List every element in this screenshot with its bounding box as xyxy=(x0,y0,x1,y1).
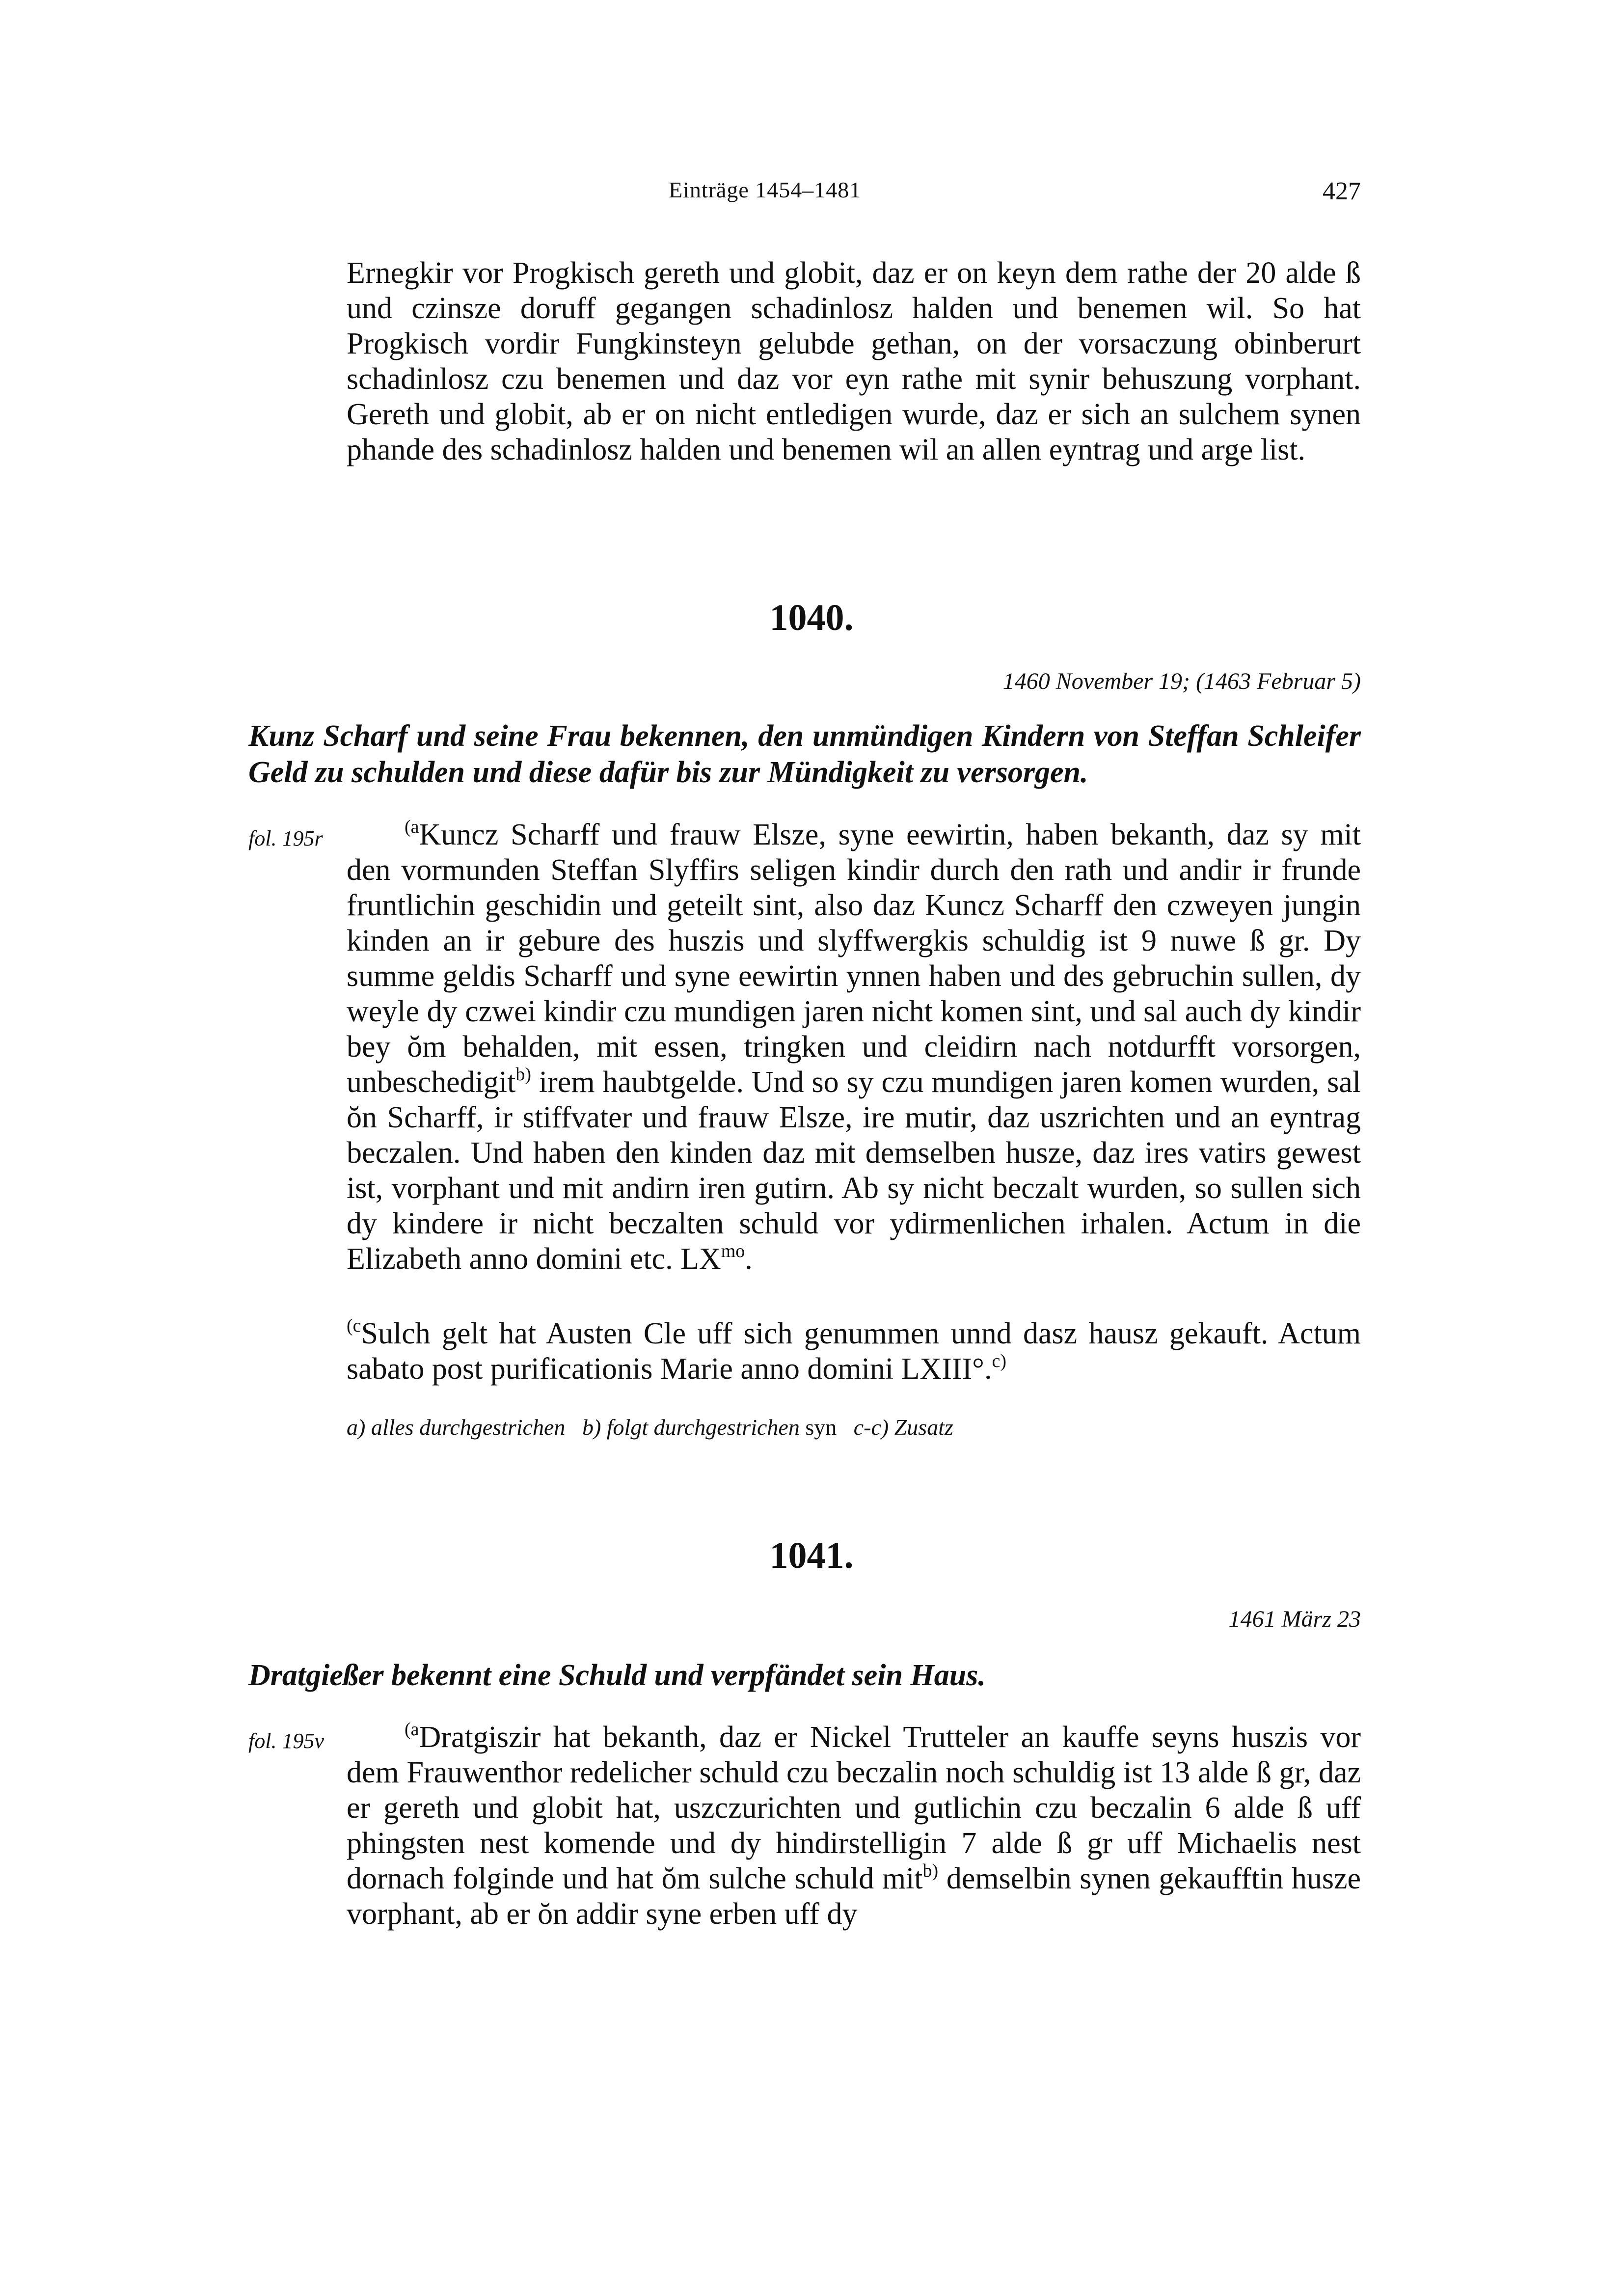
footnote-b-label: b) folgt durchgestrichen xyxy=(582,1415,800,1440)
footnote-marker: mo xyxy=(721,1241,745,1261)
folio-reference: fol. 195v xyxy=(248,1729,324,1753)
running-head: Einträge 1454–1481 xyxy=(669,177,862,202)
entry-summary: Kunz Scharf und seine Frau bekennen, den unmündigen Kindern von Steffan Schleifer Geld zu schulden und diese dafür bis zur Mündigkeit zu versorgen. xyxy=(248,719,1361,789)
folio-reference: fol. 195r xyxy=(248,826,323,850)
footnote-marker: (a xyxy=(405,817,419,837)
footnote-a: a) alles durchgestrichen xyxy=(347,1415,566,1440)
footnote-marker: (c xyxy=(347,1315,361,1336)
page-header xyxy=(0,177,1623,211)
footnote-marker: b) xyxy=(922,1860,939,1881)
entry-text-part: Dratgiszir hat bekanth, daz er Nickel Trutteler an kauffe seyns huszis vor dem Frauwenthor redelicher schuld czu beczalin noch schuldig ist 13 alde ß gr, daz er gereth und globit hat, uszczurichten und gutlichin czu beczalin 6 alde ß uff phingsten nest komende und dy hindirstelligin 7 alde ß gr uff Michaelis nest dornach folginde und hat ŏm sulche schuld mit xyxy=(347,1721,1361,1895)
addition-text: Sulch gelt hat Austen Cle uff sich genummen unnd dasz hausz gekauft. Actum sabato post purificationis Marie anno domini LXIII°. xyxy=(347,1317,1361,1386)
entry-number: 1041. xyxy=(769,1535,854,1576)
page-number: 427 xyxy=(1323,177,1361,205)
entry-text xyxy=(347,1720,1361,1932)
entry-summary: Dratgießer bekennt eine Schuld und verpfändet sein Haus. xyxy=(248,1659,986,1692)
entry-text-part: irem haubtgelde. Und so sy czu mundigen jaren komen wurden, sal ŏn Scharff, ir stiffvater und frauw Elsze, ire mutir, daz uszrichten und an eyntrag beczalen. Und haben den kinden daz mit demselben husze, daz ires vatirs gewest ist, vorphant und mit andirn iren gutirn. Ab sy nicht beczalt wurden, so sullen sich dy kindere ir nicht beczalten schuld vor ydirmenlichen irhalen. Actum in die Elizabeth anno domini etc. LX xyxy=(347,1066,1361,1276)
entry-text-part: demselbin synen gekaufftin husze vorphant, ab er ŏn addir syne erben uff dy xyxy=(347,1862,1361,1931)
footnote-b-text: syn xyxy=(805,1415,837,1440)
entry-text xyxy=(347,817,1361,1277)
footnote-marker: (a xyxy=(405,1719,419,1740)
entry-date: 1461 März 23 xyxy=(1228,1606,1361,1632)
footnote-marker: c) xyxy=(992,1351,1006,1371)
footnote-c: c-c) Zusatz xyxy=(853,1415,953,1440)
entry-number: 1040. xyxy=(769,597,854,638)
footnotes xyxy=(347,1414,953,1440)
footnote-marker: b) xyxy=(515,1064,532,1085)
entry-text-part: . xyxy=(745,1242,753,1276)
entry-addition xyxy=(347,1316,1361,1387)
entry-text-part: Kuncz Scharff und frauw Elsze, syne eewirtin, haben bekanth, daz sy mit den vormunden Steffan Slyffirs seligen kindir durch den rath und andir ir frunde fruntlichin geschidin und geteilt sint, also daz Kuncz Scharff den czweyen jungin kinden an ir gebure des huszis und slyffwergkis schuldig ist 9 nuwe ß gr. Dy summe geldis Scharff und syne eewirtin ynnen haben und des gebruchin sullen, dy weyle dy czwei kindir czu mundigen jaren nicht komen sint, und sal auch dy kindir bey ŏm behalden, mit essen, tringken und cleidirn nach notdurfft vorsorgen, unbeschedigit xyxy=(347,818,1361,1099)
entry-date: 1460 November 19; (1463 Februar 5) xyxy=(1002,668,1361,694)
continuation-paragraph: Ernegkir vor Progkisch gereth und globit, daz er on keyn dem rathe der 20 alde ß und czinsze doruff gegangen schadinlosz halden und benemen wil. So hat Progkisch vordir Fungkinsteyn gelubde gethan, on der vorsaczung obinberurt schadinlosz czu benemen und daz vor eyn rathe mit synir behuszung vorphant. Gereth und globit, ab er on nicht entledigen wurde, daz er sich an sulchem synen phande des schadinlosz halden und benemen wil an allen eyntrag und arge list. xyxy=(347,256,1361,466)
